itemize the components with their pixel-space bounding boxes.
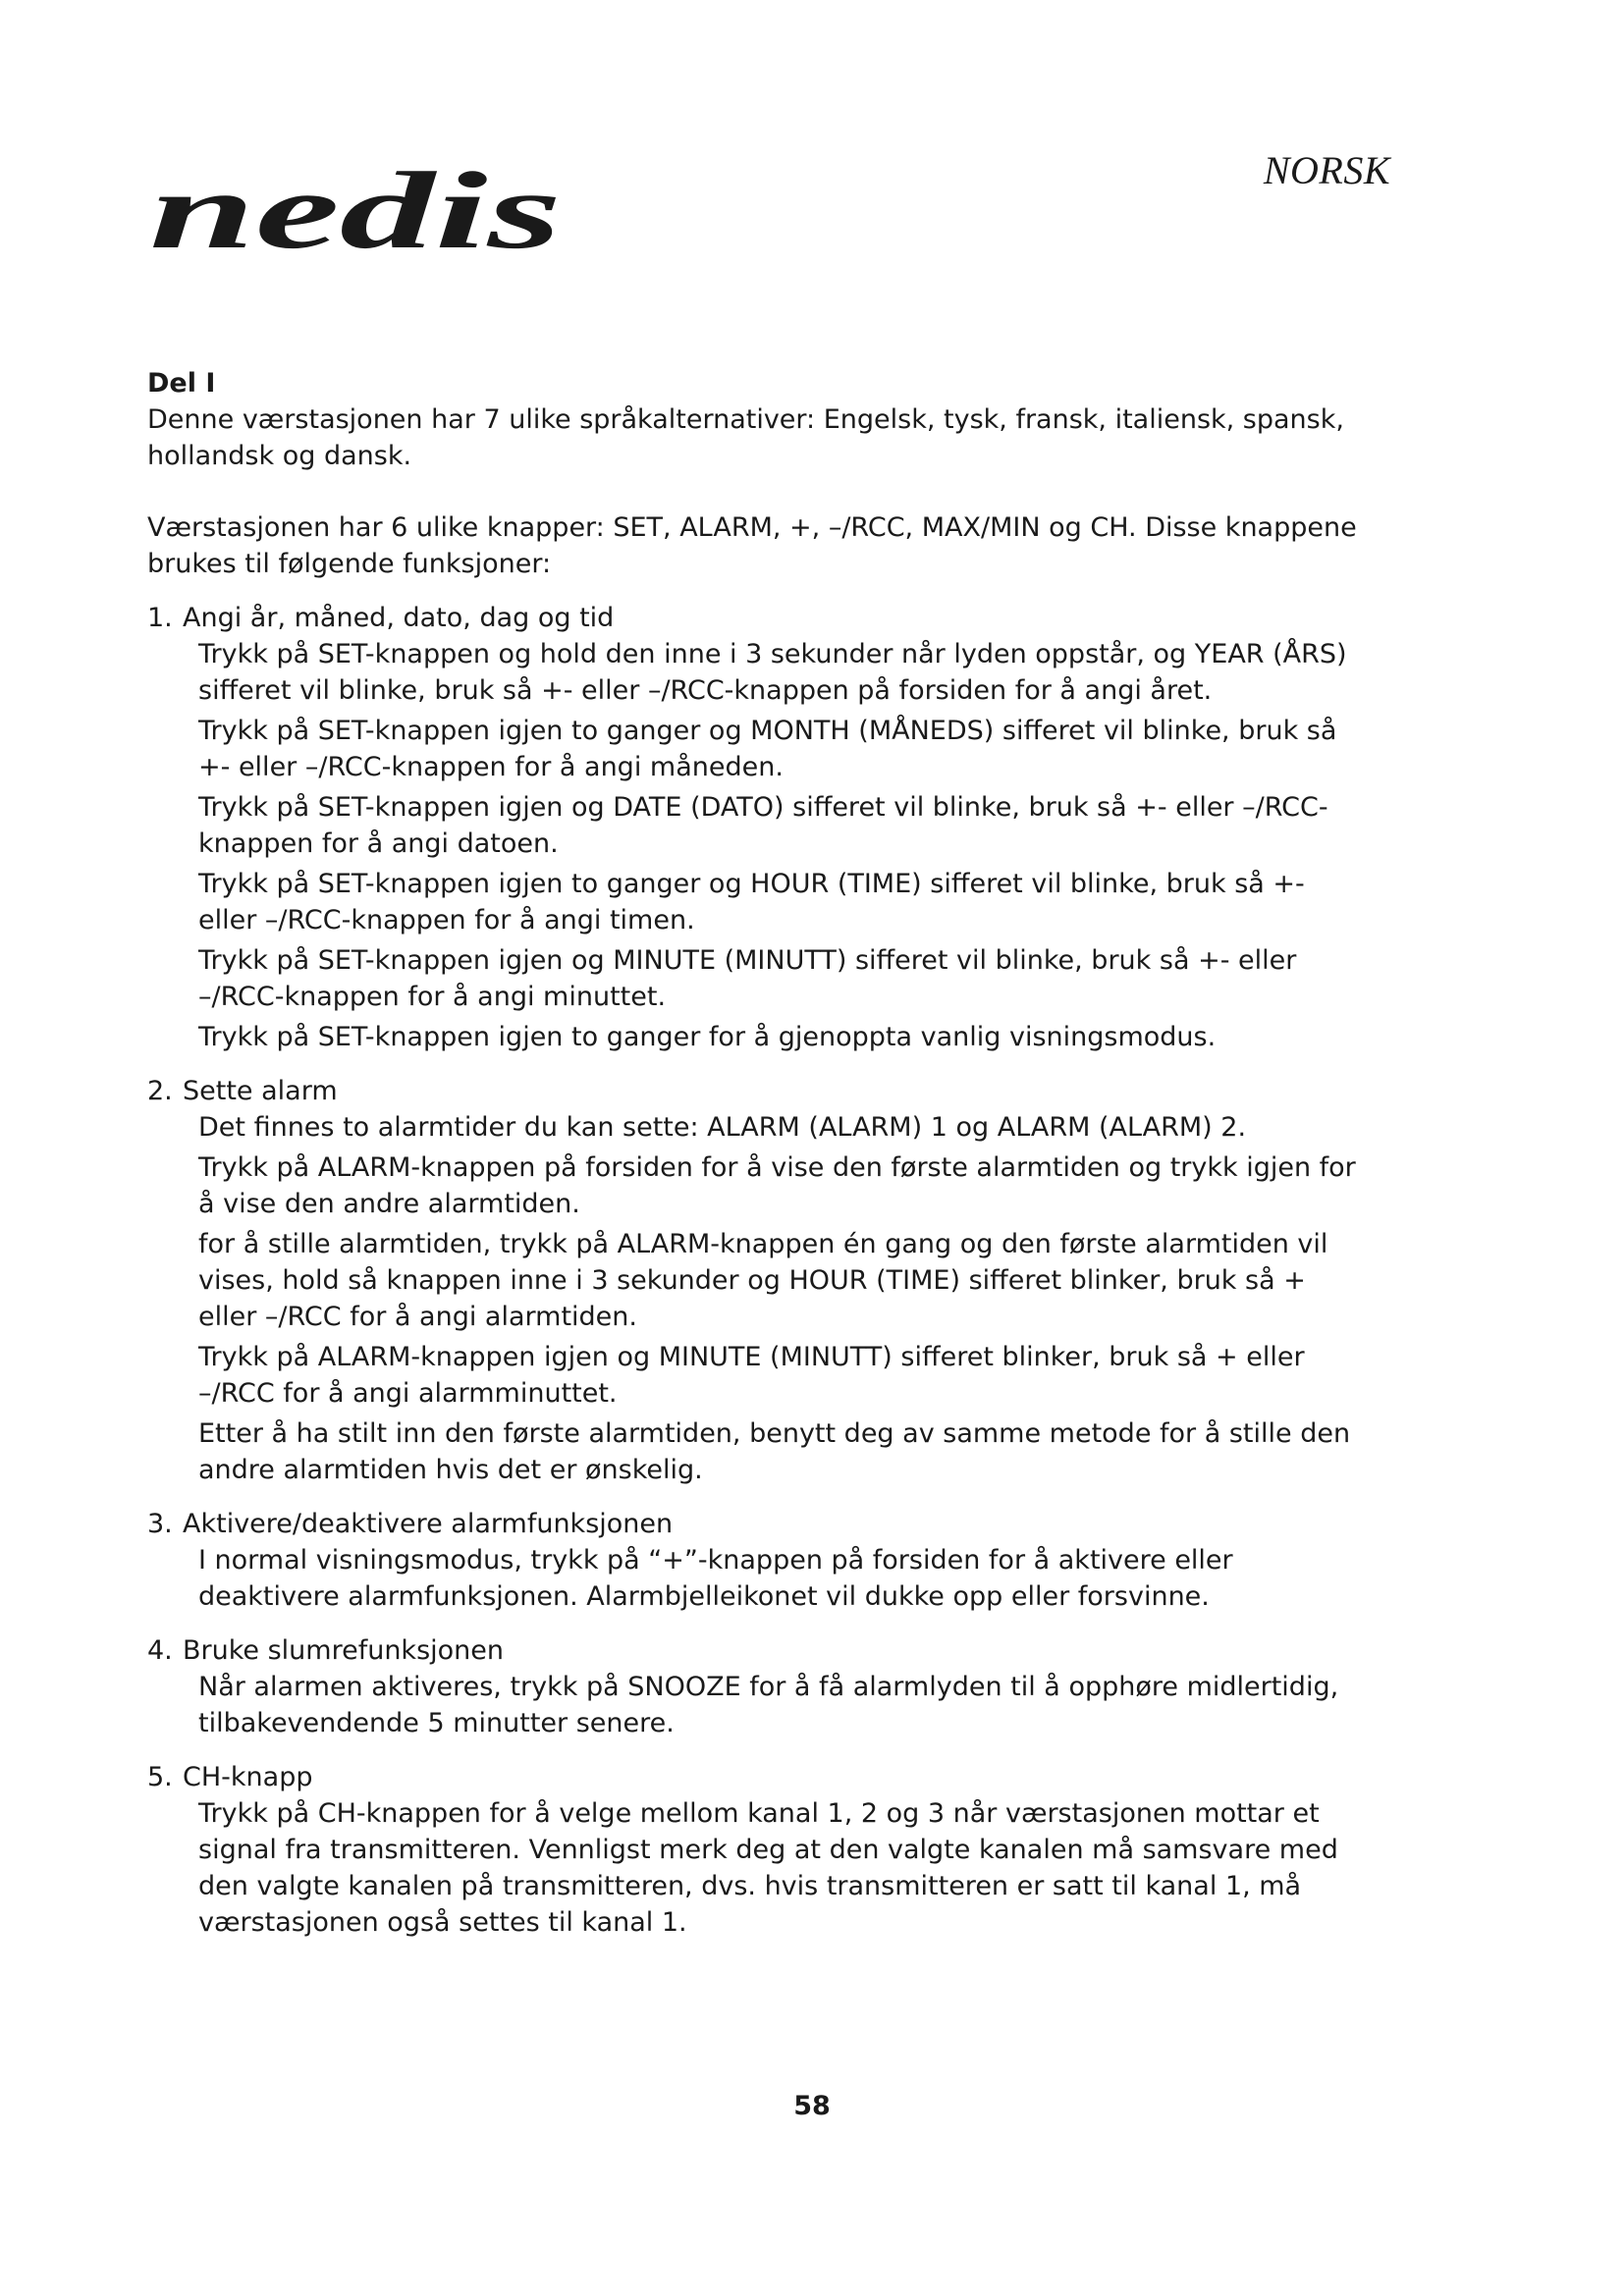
item-number: 3. [147,1509,173,1539]
item-steps [198,1542,1365,1615]
list-item [147,1759,1365,1941]
item-title: Bruke slumrefunksjonen [183,1635,504,1666]
buttons-paragraph: Værstasjonen har 6 ulike knapper: SET, ALARM, +, –/RCC, MAX/MIN og CH. Disse knappene brukes til følgende funksjoner: [147,512,1357,579]
list-item [147,600,1365,1055]
section-title: Del I [147,368,216,399]
item-steps [198,1795,1365,1941]
list-item [147,1506,1365,1615]
step-text: Det finnes to alarmtider du kan sette: ALARM (ALARM) 1 og ALARM (ALARM) 2. [198,1112,1247,1143]
function-list [147,600,1365,1941]
step-text: Trykk på SET-knappen igjen og MINUTE (MINUTT) sifferet vil blinke, bruk så +- eller –/RCC-knappen for å angi minuttet. [198,945,1297,1012]
item-number: 5. [147,1762,173,1792]
step-text: Etter å ha stilt inn den første alarmtiden, benytt deg av samme metode for å stille den andre alarmtiden hvis det er ønskelig. [198,1418,1351,1485]
item-number: 1. [147,603,173,633]
item-steps [198,1669,1365,1741]
nedis-logo [145,145,577,273]
step-text: Trykk på ALARM-knappen igjen og MINUTE (MINUTT) sifferet blinker, bruk så + eller –/RCC for å angi alarmminuttet. [198,1342,1305,1409]
document-body [147,365,1365,1941]
step-text: Trykk på ALARM-knappen på forsiden for å vise den første alarmtiden og trykk igjen for å vise den andre alarmtiden. [198,1152,1356,1219]
item-number: 4. [147,1635,173,1666]
item-steps [198,1109,1365,1488]
language-label: NORSK [1263,148,1390,192]
item-steps [198,636,1365,1055]
page-number: 58 [793,2091,831,2121]
step-text: Trykk på SET-knappen igjen to ganger og HOUR (TIME) sifferet vil blinke, bruk så +- eller –/RCC-knappen for å angi timen. [198,869,1305,935]
item-title: Sette alarm [183,1076,338,1106]
logo-wordmark: nedis [149,150,562,272]
item-title: Angi år, måned, dato, dag og tid [183,603,615,633]
step-text: Trykk på CH-knappen for å velge mellom kanal 1, 2 og 3 når værstasjonen mottar et signal fra transmitteren. Vennligst merk deg at den valgte kanalen må samsvare med den valgte kanalen på transmitteren, dvs. hvis transmitteren er satt til kanal 1, må værstasjonen også settes til kanal 1. [198,1798,1338,1938]
step-text: for å stille alarmtiden, trykk på ALARM-knappen én gang og den første alarmtiden vil vises, hold så knappen inne i 3 sekunder og HOUR (TIME) sifferet blinker, bruk så + eller –/RCC for å angi alarmtiden. [198,1229,1328,1332]
step-text: Trykk på SET-knappen igjen og DATE (DATO) sifferet vil blinke, bruk så +- eller –/RCC-knappen for å angi datoen. [198,792,1328,859]
step-text: Trykk på SET-knappen og hold den inne i 3 sekunder når lyden oppstår, og YEAR (ÅRS) sifferet vil blinke, bruk så +- eller –/RCC-knappen på forsiden for å angi året. [198,639,1347,706]
item-title: CH-knapp [183,1762,313,1792]
step-text: Når alarmen aktiveres, trykk på SNOOZE for å få alarmlyden til å opphøre midlertidig, tilbakevendende 5 minutter senere. [198,1672,1339,1738]
item-title: Aktivere/deaktivere alarmfunksjonen [183,1509,674,1539]
list-item [147,1073,1365,1488]
step-text: Trykk på SET-knappen igjen to ganger og MONTH (MÅNEDS) sifferet vil blinke, bruk så +- eller –/RCC-knappen for å angi måneden. [198,716,1337,782]
intro-paragraph: Denne værstasjonen har 7 ulike språkalternativer: Engelsk, tysk, fransk, italiensk, spansk, hollandsk og dansk. [147,404,1344,471]
step-text: Trykk på SET-knappen igjen to ganger for å gjenoppta vanlig visningsmodus. [198,1022,1217,1052]
list-item [147,1632,1365,1741]
item-number: 2. [147,1076,173,1106]
step-text: I normal visningsmodus, trykk på “+”-knappen på forsiden for å aktivere eller deaktivere alarmfunksjonen. Alarmbjelleikonet vil dukke opp eller forsvinne. [198,1545,1233,1612]
